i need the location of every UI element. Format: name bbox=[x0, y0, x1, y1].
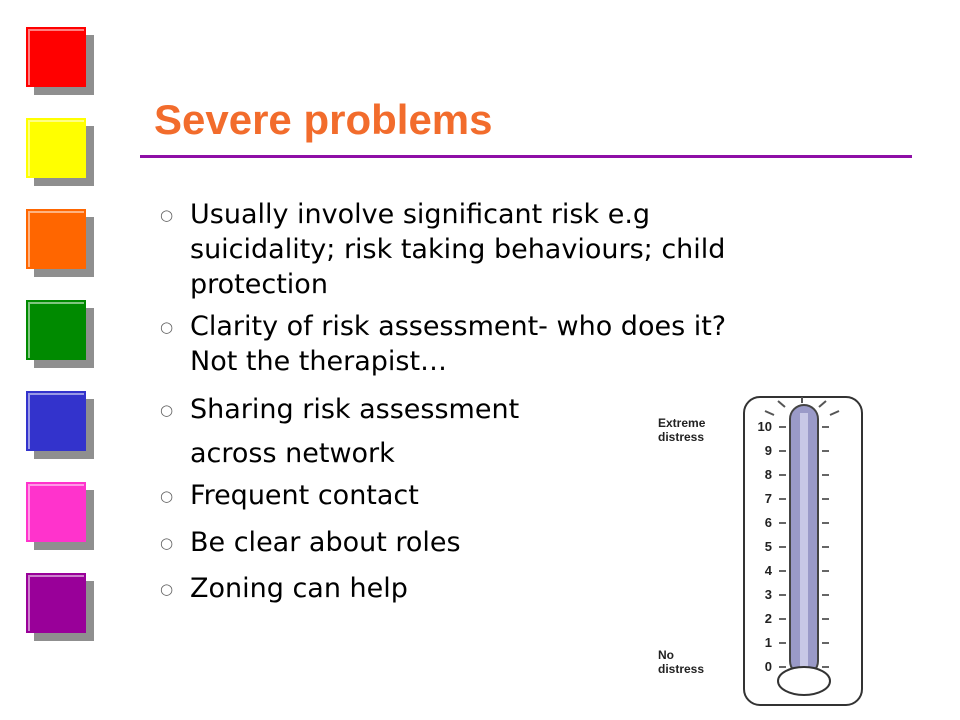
bullet-icon: ○ bbox=[160, 318, 174, 336]
decor-square-red bbox=[26, 27, 86, 87]
bullet-line: protection bbox=[190, 269, 328, 300]
bullet-icon: ○ bbox=[160, 206, 174, 224]
scale-label: 9 bbox=[764, 443, 772, 458]
thermometer-bulb bbox=[778, 667, 830, 695]
bottom-label: distress bbox=[658, 662, 705, 676]
top-label: Extreme bbox=[658, 416, 706, 430]
top-label: distress bbox=[658, 430, 705, 444]
scale-label: 1 bbox=[764, 635, 772, 650]
decor-square-purple bbox=[26, 573, 86, 633]
slide-title: Severe problems bbox=[154, 96, 493, 143]
scale-label: 0 bbox=[764, 659, 772, 674]
bullet-icon: ○ bbox=[160, 534, 174, 552]
scale-label: 8 bbox=[764, 467, 772, 482]
scale-label: 6 bbox=[764, 515, 772, 530]
bullet-line: across network bbox=[190, 438, 395, 469]
scale-label: 2 bbox=[764, 611, 772, 626]
bullet-line: Be clear about roles bbox=[190, 527, 461, 558]
bullet-line: suicidality; risk taking behaviours; child bbox=[190, 234, 726, 265]
distress-thermometer bbox=[652, 395, 882, 710]
scale-label: 4 bbox=[764, 563, 772, 578]
decor-square-orange bbox=[26, 209, 86, 269]
scale-label: 5 bbox=[764, 539, 772, 554]
bullet-icon: ○ bbox=[160, 580, 174, 598]
decor-square-pink bbox=[26, 482, 86, 542]
bullet-icon: ○ bbox=[160, 401, 174, 419]
bullet-line: Not the therapist… bbox=[190, 346, 448, 377]
decor-square-yellow bbox=[26, 118, 86, 178]
bullet-line: Frequent contact bbox=[190, 480, 419, 511]
bullet-line: Clarity of risk assessment- who does it? bbox=[190, 311, 727, 342]
title-underline bbox=[140, 155, 912, 158]
decor-square-green bbox=[26, 300, 86, 360]
scale-label: 7 bbox=[764, 491, 772, 506]
scale-label: 3 bbox=[764, 587, 772, 602]
bullet-line: Zoning can help bbox=[190, 573, 408, 604]
decor-square-blue bbox=[26, 391, 86, 451]
bottom-label: No bbox=[658, 648, 674, 662]
bullet-line: Usually involve significant risk e.g bbox=[190, 199, 651, 230]
thermometer-shine bbox=[800, 413, 808, 668]
bullet-line: Sharing risk assessment bbox=[190, 394, 520, 425]
bullet-icon: ○ bbox=[160, 487, 174, 505]
scale-label: 10 bbox=[757, 419, 772, 434]
